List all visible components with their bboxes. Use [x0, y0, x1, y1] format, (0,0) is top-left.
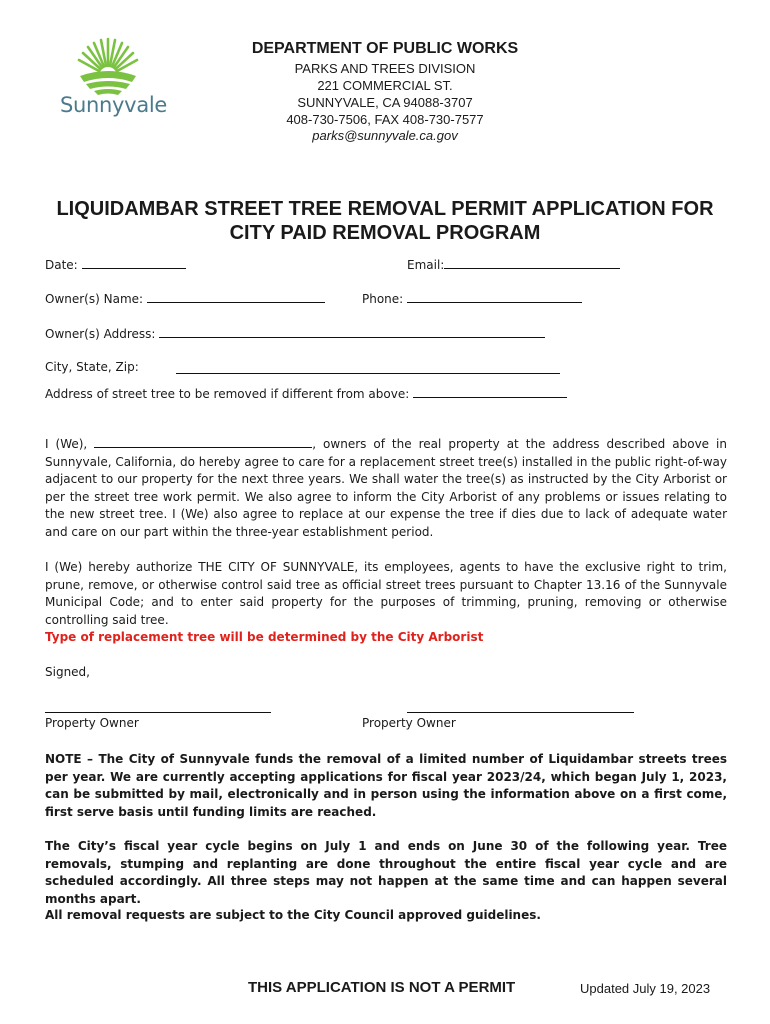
email-label: Email: — [407, 258, 445, 272]
email-field — [407, 257, 620, 272]
guidelines-note: All removal requests are subject to the City Council approved guidelines. — [45, 908, 541, 922]
fiscal-year-note: The City’s fiscal year cycle begins on July 1 and ends on June 30 of the following year. Tree removals, stumping and replanting are done throughout the entire fiscal year cycle and are scheduled accordingly. All three steps may not happen at the same time and can happen several months apart. — [45, 839, 727, 906]
tree-address-field — [45, 386, 567, 401]
owner-name-label: Owner(s) Name: — [45, 292, 144, 306]
phone-fax: 408-730-7506, FAX 408-730-7577 — [286, 112, 484, 127]
signed-label: Signed, — [45, 665, 90, 679]
owner-address-field — [45, 326, 545, 341]
owner-name-input-line[interactable] — [147, 291, 325, 303]
signature-label-2: Property Owner — [362, 716, 456, 730]
signature-label-1: Property Owner — [45, 716, 139, 730]
date-label: Date: — [45, 258, 78, 272]
agreement-text: , owners of the real property at the address described above in Sunnyvale, California, do hereby agree to care for a replacement street tree(s) installed in the public right-of-way adjacent to our property for the next three years. We shall water the tree(s) as instructed by the City Arborist or per the street tree work permit. We also agree to inform the City Arborist of any problems or issues relating to the new street tree. I (We) also agree to replace at our expense the tree if dies due to lack of adequate water and care on our part within the three-year establishment period. — [45, 437, 727, 539]
document-title — [30, 197, 740, 245]
tree-address-label: Address of street tree to be removed if different from above: — [45, 387, 410, 401]
phone-input-line[interactable] — [407, 291, 582, 303]
city-state-zip-label: City, State, Zip: — [45, 360, 139, 374]
owner-signature-line-2[interactable] — [407, 712, 634, 713]
phone-field — [362, 291, 582, 306]
owner-signature-line-1[interactable] — [45, 712, 271, 713]
tree-address-input-line[interactable] — [413, 386, 567, 398]
street-address: 221 COMMERCIAL ST. — [317, 78, 453, 93]
owner-address-input-line[interactable] — [159, 326, 545, 338]
owner-name-field — [45, 291, 325, 306]
updated-date: Updated July 19, 2023 — [580, 981, 711, 996]
agreement-paragraph — [45, 436, 727, 541]
owner-address-label: Owner(s) Address: — [45, 327, 156, 341]
city-address: SUNNYVALE, CA 94088-3707 — [297, 95, 473, 110]
email-input-line[interactable] — [444, 257, 620, 269]
department-name: DEPARTMENT OF PUBLIC WORKS — [251, 40, 519, 57]
date-field — [45, 257, 186, 272]
division-name: PARKS AND TREES DIVISION — [294, 61, 476, 76]
not-a-permit-notice: THIS APPLICATION IS NOT A PERMIT — [248, 979, 516, 996]
date-input-line[interactable] — [82, 257, 186, 269]
title-line-2: CITY PAID REMOVAL PROGRAM — [229, 222, 541, 244]
logo-wordmark: Sunnyvale — [60, 93, 168, 117]
phone-label: Phone: — [362, 292, 404, 306]
owner-names-input-line[interactable] — [94, 437, 312, 448]
title-line-1: LIQUIDAMBAR STREET TREE REMOVAL PERMIT APPLICATION FOR — [56, 198, 714, 220]
sunburst-icon — [58, 36, 158, 96]
sunnyvale-logo — [58, 36, 168, 124]
funding-note: NOTE – The City of Sunnyvale funds the removal of a limited number of Liquidambar streets trees per year. We are currently accepting applications for fiscal year 2023/24, which began July 1, 2023, can be submitted by mail, electronically and in person using the information above on a first come, first serve basis until funding limits are reached. — [45, 752, 727, 819]
agreement-lead: I (We), — [45, 437, 88, 451]
replacement-tree-note: Type of replacement tree will be determined by the City Arborist — [45, 630, 484, 644]
authorization-paragraph: I (We) hereby authorize THE CITY OF SUNNYVALE, its employees, agents to have the exclusive right to trim, prune, remove, or otherwise control said tree as official street trees pursuant to Chapter 13.16 of the Sunnyvale Municipal Code; and to enter said property for the purposes of trimming, pruning, removing or otherwise controlling said tree. — [45, 560, 727, 627]
city-state-zip-input-line[interactable] — [176, 373, 560, 374]
contact-email: parks@sunnyvale.ca.gov — [312, 128, 458, 143]
